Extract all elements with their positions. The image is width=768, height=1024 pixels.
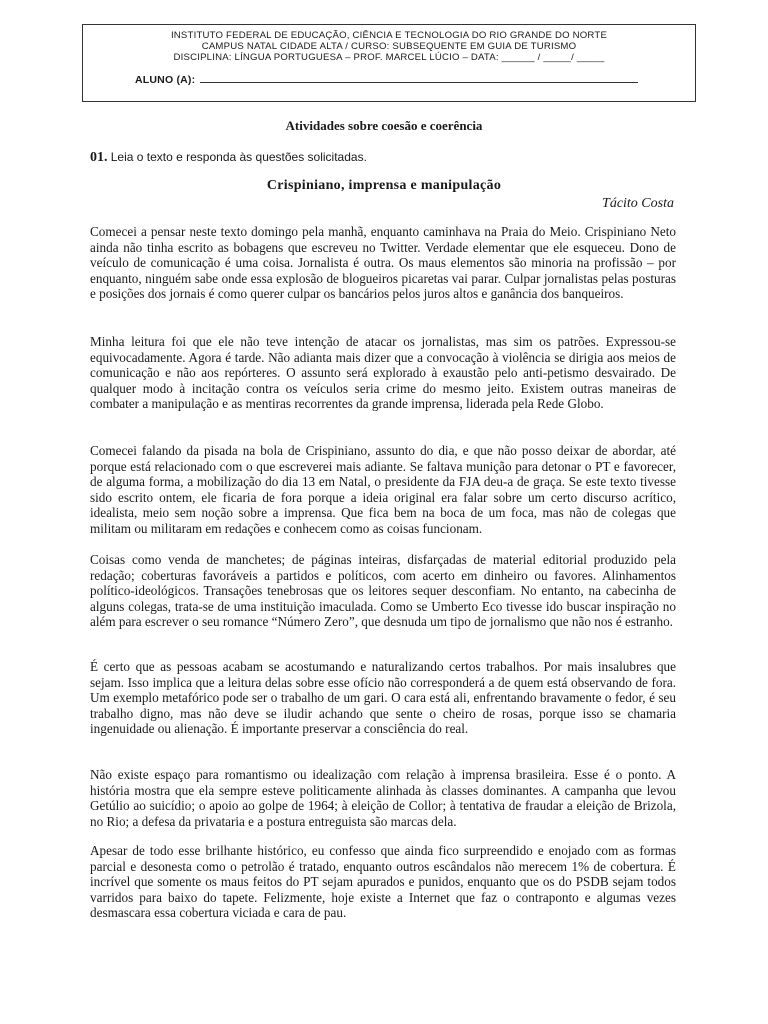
essay-title: Crispiniano, imprensa e manipulação xyxy=(266,178,502,193)
header-box xyxy=(82,24,696,102)
question-text: Leia o texto e responda às questões solicitadas. xyxy=(110,150,367,164)
paragraph-6: Não existe espaço para romantismo ou idealização com relação à imprensa brasileira. Esse é o ponto. A história mostra que ela sempre esteve politicamente alinhada às classes dominantes. A campanha que levou Getúlio ao suicídio; o apoio ao golpe de 1964; à eleição de Collor; à tentativa de fraudar a eleição de Brizola, no Rio; a defesa da privataria e a postura entreguista são marcas dela. xyxy=(90,767,676,829)
campus-line: CAMPUS NATAL CIDADE ALTA / CURSO: SUBSEQUENTE EM GUIA DE TURISMO xyxy=(201,41,577,52)
essay-author: Tácito Costa xyxy=(602,196,674,211)
paragraph-5: É certo que as pessoas acabam se acostumando e naturalizando certos trabalhos. Por mais insalubres que sejam. Isso implica que a leitura delas sobre esse ofício não corresponderá a de quem está observando de fora. Um exemplo metafórico pode ser o trabalho de um gari. O cara está ali, enfrentando bravamente o fedor, é seu trabalho digno, mas não deve se iludir achando que sente o cheiro de rosas, porque isso se chamaria ingenuidade ou alienação. É importante preservar a consciência do real. xyxy=(90,659,676,737)
paragraph-1: Comecei a pensar neste texto domingo pela manhã, enquanto caminhava na Praia do Meio. Crispiniano Neto ainda não tinha escrito as bobagens que escreveu no Twitter. Verdade elementar que ele esqueceu. Dono de veículo de comunicação é uma coisa. Jornalista é outra. Os maus elementos são minoria na profissão – por enquanto, ninguém sabe onde essa explosão de blogueiros picaretas vai parar. Culpar jornalistas pelas posturas e posições dos jornais é como querer culpar os bancários pelos juros altos e ganância dos banqueiros. xyxy=(90,224,676,302)
discipline-line: DISCIPLINA: LÍNGUA PORTUGUESA – PROF. MARCEL LÚCIO – DATA: ______ / _____/ _____ xyxy=(173,52,605,63)
paragraph-7: Apesar de todo esse brilhante histórico, eu confesso que ainda fico surpreendido e enojado com as formas parcial e desonesta como o petrolão é tratado, enquanto outros escândalos não merecem 1% de cobertura. É incrível que somente os maus feitos do PT sejam apurados e punidos, enquanto que os do PSDB sejam todos varridos para baixo do tapete. Felizmente, hoje existe a Internet que faz o contraponto e algumas vezes desmascara essa cobertura viciada e cara de pau. xyxy=(90,843,676,921)
paragraph-2: Minha leitura foi que ele não teve intenção de atacar os jornalistas, mas sim os patrões. Expressou-se equivocadamente. Agora é tarde. Não adianta mais dizer que a convocação à violência se dirigia aos meios de comunicação e não aos repórteres. O assunto será explorado à exaustão pelo anti-petismo desvairado. De qualquer modo à incitação contra os veículos seria crime do mesmo jeito. Existem outras maneiras de combater a manipulação e as mentiras recorrentes da grande imprensa, liderada pela Rede Globo. xyxy=(90,334,676,412)
paragraph-4: Coisas como venda de manchetes; de páginas inteiras, disfarçadas de material editorial produzido pela redação; coberturas favoráveis a partidos e políticos, com acerto em dinheiro ou favores. Alinhamentos político-ideológicos. Transações tenebrosas que os leitores sequer desconfiam. No entanto, na cabecinha de alguns colegas, trata-se de uma instituição imaculada. Como se Umberto Eco tivesse ido buscar inspiração no além para escrever o seu romance “Número Zero”, que desnuda um tipo de jornalismo que não nos é estranho. xyxy=(90,552,676,630)
student-name-field[interactable] xyxy=(135,73,638,86)
student-name-line[interactable] xyxy=(200,73,638,83)
question-01 xyxy=(90,149,367,166)
student-label: ALUNO (A): xyxy=(135,74,196,86)
institution-line: INSTITUTO FEDERAL DE EDUCAÇÃO, CIÊNCIA E TECNOLOGIA DO RIO GRANDE DO NORTE xyxy=(170,30,608,41)
activity-title: Atividades sobre coesão e coerência xyxy=(285,118,483,133)
paragraph-3: Comecei falando da pisada na bola de Crispiniano, assunto do dia, e que não posso deixar de abordar, até porque está relacionado com o que escreverei mais adiante. Se faltava munição para detonar o PT e favorecer, de alguma forma, a mobilização do dia 13 em Natal, o presidente da FJA deu-a de graça. Se este texto tivesse sido escrito ontem, ele ficaria de fora porque a ideia original era falar sobre um certo discurso acrítico, idealista, meio sem noção sobre a imprensa. Que fica bem na boca de um foca, mas não de colegas que militam ou militaram em redações e conhecem como as coisas funcionam. xyxy=(90,443,676,536)
question-number: 01. xyxy=(90,150,108,165)
